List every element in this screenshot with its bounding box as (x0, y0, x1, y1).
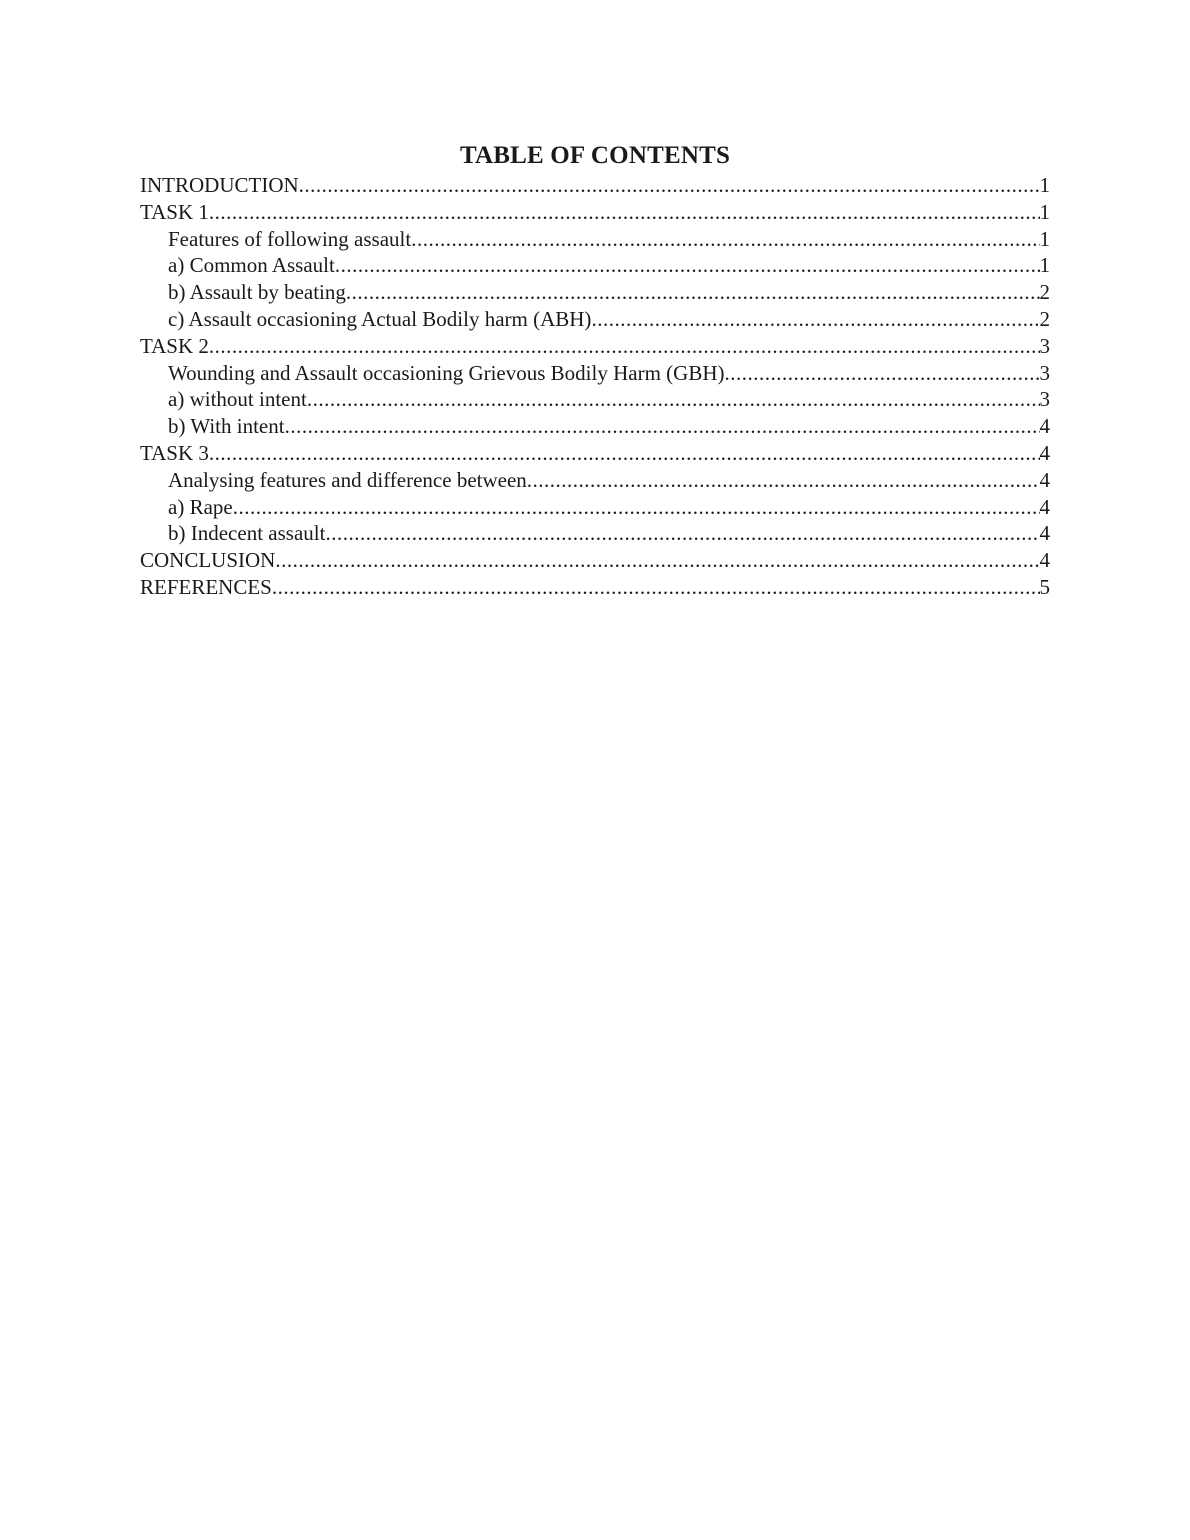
toc-entry-label: TASK 2 (140, 333, 209, 358)
toc-dot-leader (527, 467, 1040, 494)
toc-entry[interactable] (140, 226, 1050, 253)
toc-dot-leader (299, 172, 1040, 199)
toc-entry[interactable] (140, 252, 1050, 279)
toc-entry[interactable] (140, 520, 1050, 547)
toc-page-number: 2 (1039, 280, 1050, 305)
toc-entry[interactable] (140, 440, 1050, 467)
toc-entry-label: Wounding and Assault occasioning Grievous Bodily Harm (GBH) (168, 360, 725, 385)
toc-entry[interactable] (140, 386, 1050, 413)
toc-dot-leader (346, 279, 1040, 306)
toc-entry-label: INTRODUCTION (140, 173, 299, 197)
toc-dot-leader (209, 199, 1040, 226)
toc-page-number: 4 (1039, 467, 1050, 492)
toc-entry-label: REFERENCES (140, 574, 272, 599)
toc-title: TABLE OF CONTENTS (459, 142, 731, 169)
toc-entry[interactable] (140, 574, 1050, 601)
toc-page-number: 4 (1039, 494, 1050, 519)
toc-page-number: 3 (1039, 360, 1050, 385)
toc-entry[interactable] (140, 467, 1050, 494)
toc-entry-label: b) Assault by beating (168, 280, 346, 305)
toc-entry-label: Analysing features and difference between (168, 467, 527, 492)
toc-dot-leader (275, 547, 1039, 574)
toc-entry-label: a) Rape (168, 494, 233, 519)
toc-entry-label: a) without intent (168, 387, 307, 412)
toc-entry[interactable] (140, 333, 1050, 360)
toc-entry[interactable] (140, 199, 1050, 226)
toc-page-number: 4 (1039, 440, 1050, 465)
toc-dot-leader (411, 226, 1039, 253)
toc-entry[interactable] (140, 494, 1050, 521)
toc-dot-leader (335, 252, 1040, 279)
toc-dot-leader (233, 494, 1040, 521)
toc-page-number: 4 (1039, 521, 1050, 546)
toc-dot-leader (307, 386, 1040, 413)
toc-page-number: 4 (1039, 548, 1050, 573)
toc-entry-label: c) Assault occasioning Actual Bodily harm (ABH) (168, 306, 592, 331)
toc-entry-label: b) With intent (168, 414, 285, 439)
toc-page-number: 4 (1039, 414, 1050, 439)
toc-page-number: 2 (1039, 306, 1050, 331)
toc-entry-label: TASK 1 (140, 199, 209, 224)
toc-entry-label: TASK 3 (140, 440, 209, 465)
toc-list (140, 172, 1050, 601)
toc-page-number: 1 (1039, 173, 1050, 197)
toc-entry-label: b) Indecent assault (168, 521, 326, 546)
toc-page-number: 1 (1039, 199, 1050, 224)
toc-entry-label: CONCLUSION (140, 548, 276, 573)
toc-dot-leader (209, 440, 1040, 467)
toc-entry[interactable] (140, 172, 1050, 199)
toc-page-number: 1 (1039, 253, 1050, 278)
toc-page-number: 3 (1039, 333, 1050, 358)
toc-dot-leader (591, 306, 1039, 333)
toc-dot-leader (285, 413, 1040, 440)
toc-entry[interactable] (140, 413, 1050, 440)
toc-dot-leader (325, 520, 1039, 547)
toc-page-number: 3 (1039, 387, 1050, 412)
toc-entry-label: Features of following assault (168, 226, 412, 251)
toc-dot-leader (272, 574, 1040, 601)
toc-page-number: 5 (1039, 574, 1050, 599)
toc-entry[interactable] (140, 306, 1050, 333)
toc-entry[interactable] (140, 360, 1050, 387)
table-of-contents (140, 140, 1050, 601)
toc-entry-label: a) Common Assault (168, 253, 335, 278)
toc-page-number: 1 (1039, 226, 1050, 251)
toc-entry[interactable] (140, 547, 1050, 574)
toc-dot-leader (209, 333, 1040, 360)
toc-dot-leader (725, 360, 1040, 387)
toc-entry[interactable] (140, 279, 1050, 306)
